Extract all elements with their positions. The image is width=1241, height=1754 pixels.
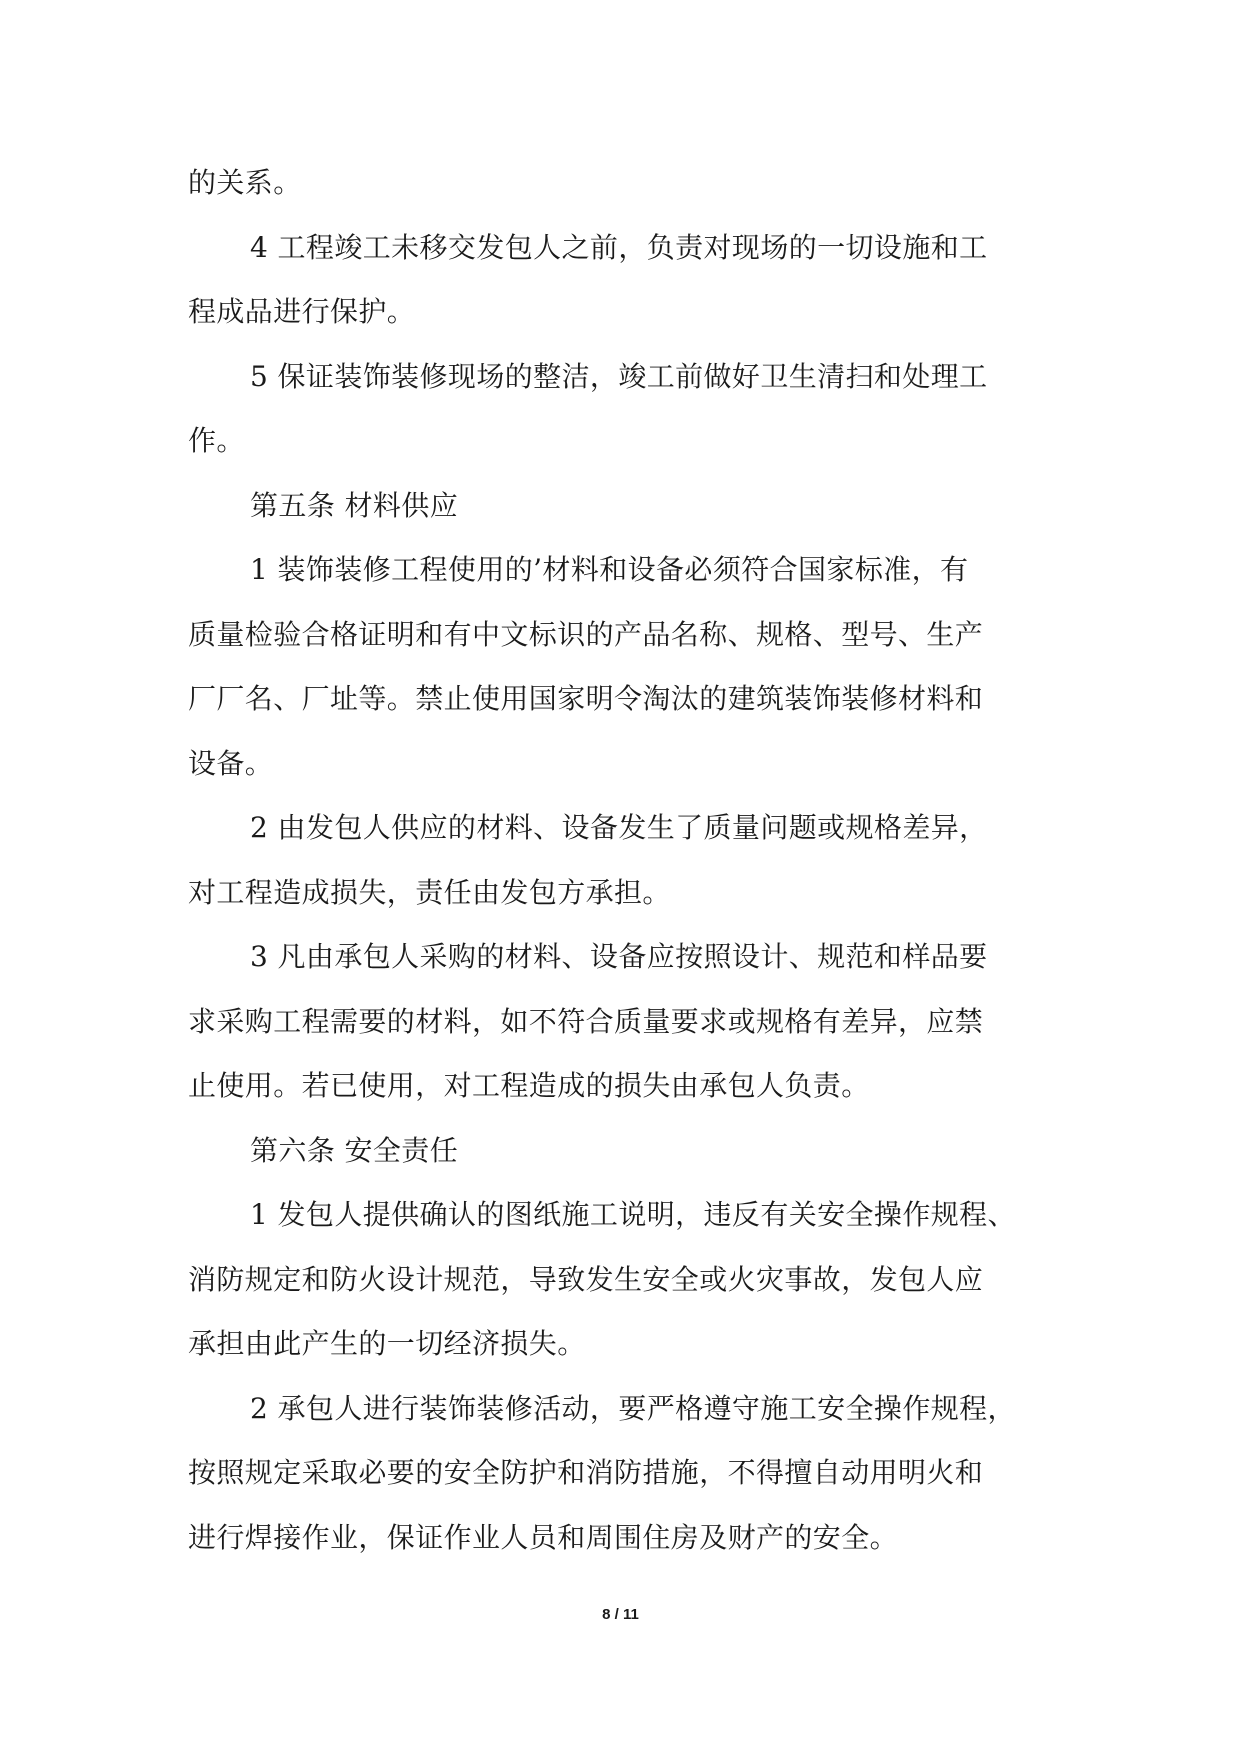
text-line: 承担由此产生的一切经济损失。	[188, 1327, 586, 1360]
text-line: 设备。	[188, 746, 274, 780]
document-body	[188, 151, 1060, 1570]
text-line: 质量检验合格证明和有中文标识的产品名称、规格、型号、生产	[188, 617, 984, 651]
text-line: 4 工程竣工未移交发包人之前，负责对现场的一切设施和工	[250, 230, 988, 264]
text-line: 2 承包人进行装饰装修活动，要严格遵守施工安全操作规程，	[250, 1391, 1016, 1425]
text-line: 厂厂名、厂址等。禁止使用国家明令淘汰的建筑装饰装修材料和	[188, 682, 984, 715]
text-line: 止使用。若已使用，对工程造成的损失由承包人负责。	[188, 1069, 870, 1102]
text-line: 2 由发包人供应的材料、设备发生了质量问题或规格差异，	[250, 811, 988, 844]
text-line: 的关系。	[188, 166, 302, 199]
page-number: 8 / 11	[602, 1606, 639, 1623]
text-line: 消防规定和防火设计规范，导致发生安全或火灾事故，发包人应	[188, 1262, 984, 1296]
text-line: 5 保证装饰装修现场的整洁，竣工前做好卫生清扫和处理工	[250, 359, 988, 393]
text-line: 作。	[188, 424, 245, 457]
text-line: 进行焊接作业，保证作业人员和周围住房及财产的安全。	[188, 1520, 899, 1554]
text-line: 按照规定采取必要的安全防护和消防措施，不得擅自动用明火和	[188, 1456, 984, 1489]
text-line: 对工程造成损失，责任由发包方承担。	[188, 875, 671, 909]
text-line: 1 发包人提供确认的图纸施工说明，违反有关安全操作规程、	[250, 1198, 1016, 1231]
text-line: 3 凡由承包人采购的材料、设备应按照设计、规范和样品要	[250, 940, 988, 973]
text-line: 1 装饰装修工程使用的’材料和设备必须符合国家标准，有	[250, 553, 969, 586]
text-line: 程成品进行保护。	[188, 295, 416, 328]
text-line: 第五条 材料供应	[250, 488, 459, 522]
text-line: 第六条 安全责任	[250, 1133, 459, 1167]
text-line: 求采购工程需要的材料，如不符合质量要求或规格有差异，应禁	[188, 1004, 984, 1038]
